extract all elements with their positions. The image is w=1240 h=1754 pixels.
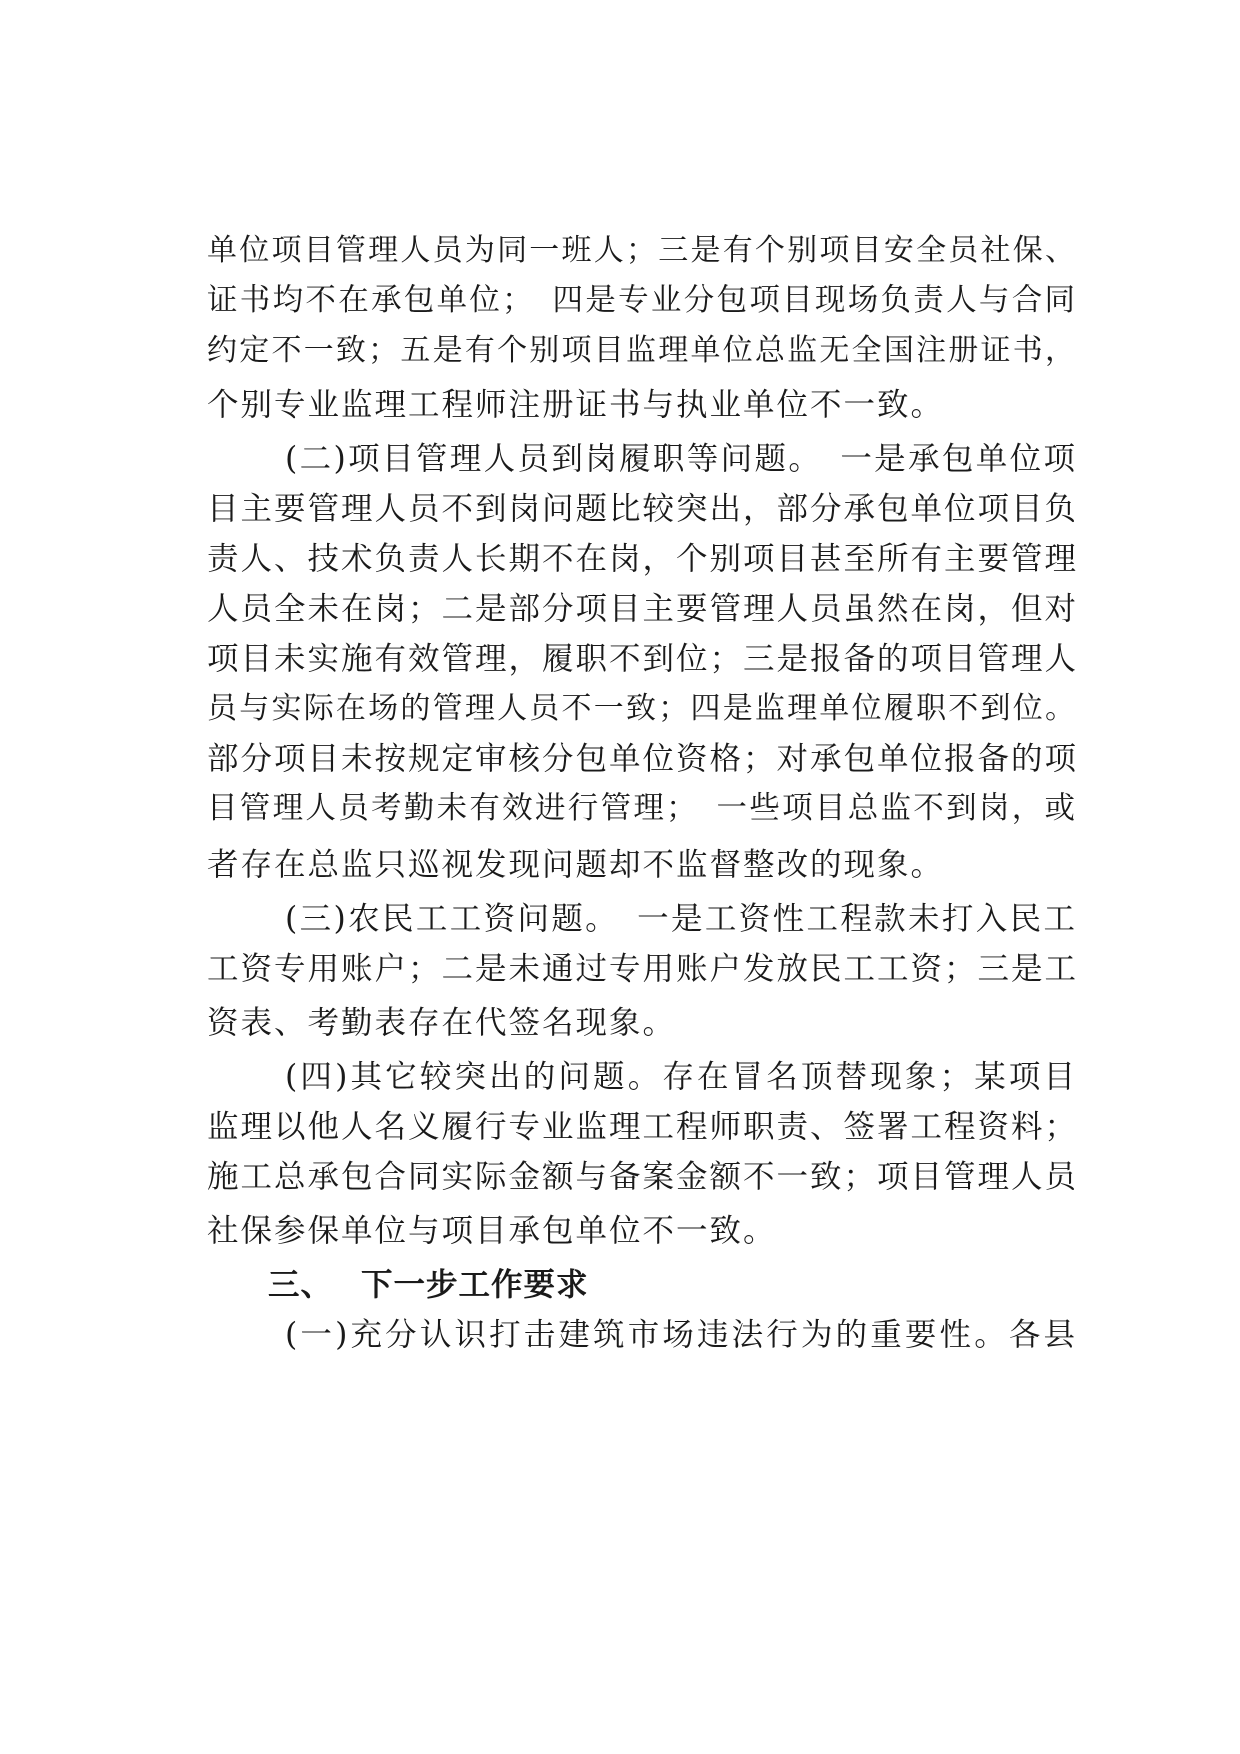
body-line: 人员全未在岗；二是部分项目主要管理人员虽然在岗，但对	[207, 591, 1079, 627]
body-line: 社保参保单位与项目承包单位不一致。	[207, 1213, 777, 1249]
body-line: 单位项目管理人员为同一班人；三是有个别项目安全员社保、	[207, 233, 1077, 268]
body-line: 个别专业监理工程师注册证书与执业单位不一致。	[207, 387, 945, 423]
body-line: 部分项目未按规定审核分包单位资格；对承包单位报备的项	[207, 741, 1079, 777]
section-paragraph-start: (二)项目管理人员到岗履职等问题。 一是承包单位项	[285, 441, 1077, 477]
section-heading-number: 三、	[268, 1267, 334, 1303]
body-line: 约定不一致；五是有个别项目监理单位总监无全国注册证书，	[207, 333, 1077, 368]
body-line: 责人、技术负责人长期不在岗，个别项目甚至所有主要管理	[207, 541, 1079, 577]
section-heading-title: 下一步工作要求	[361, 1267, 589, 1303]
body-line: 施工总承包合同实际金额与备案金额不一致；项目管理人员	[207, 1159, 1079, 1195]
body-line: 工资专用账户；二是未通过专用账户发放民工工资；三是工	[207, 951, 1079, 987]
section-paragraph-start: (四)其它较突出的问题。存在冒名顶替现象；某项目	[285, 1059, 1077, 1095]
body-line: 证书均不在承包单位； 四是专业分包项目现场负责人与合同	[207, 283, 1077, 318]
section-paragraph-start: (一)充分认识打击建筑市场违法行为的重要性。各县	[285, 1317, 1077, 1353]
body-line: 资表、考勤表存在代签名现象。	[207, 1005, 677, 1041]
body-line: 者存在总监只巡视发现问题却不监督整改的现象。	[207, 847, 945, 883]
body-line: 员与实际在场的管理人员不一致；四是监理单位履职不到位。	[207, 691, 1077, 726]
body-line: 目主要管理人员不到岗问题比较突出，部分承包单位项目负	[207, 491, 1079, 527]
section-heading	[268, 1265, 589, 1305]
section-paragraph-start: (三)农民工工资问题。 一是工资性工程款未打入民工	[285, 901, 1077, 937]
body-line: 监理以他人名义履行专业监理工程师职责、签署工程资料；	[207, 1109, 1079, 1145]
body-line: 项目未实施有效管理，履职不到位；三是报备的项目管理人	[207, 641, 1079, 677]
body-line: 目管理人员考勤未有效进行管理； 一些项目总监不到岗，或	[207, 791, 1077, 826]
